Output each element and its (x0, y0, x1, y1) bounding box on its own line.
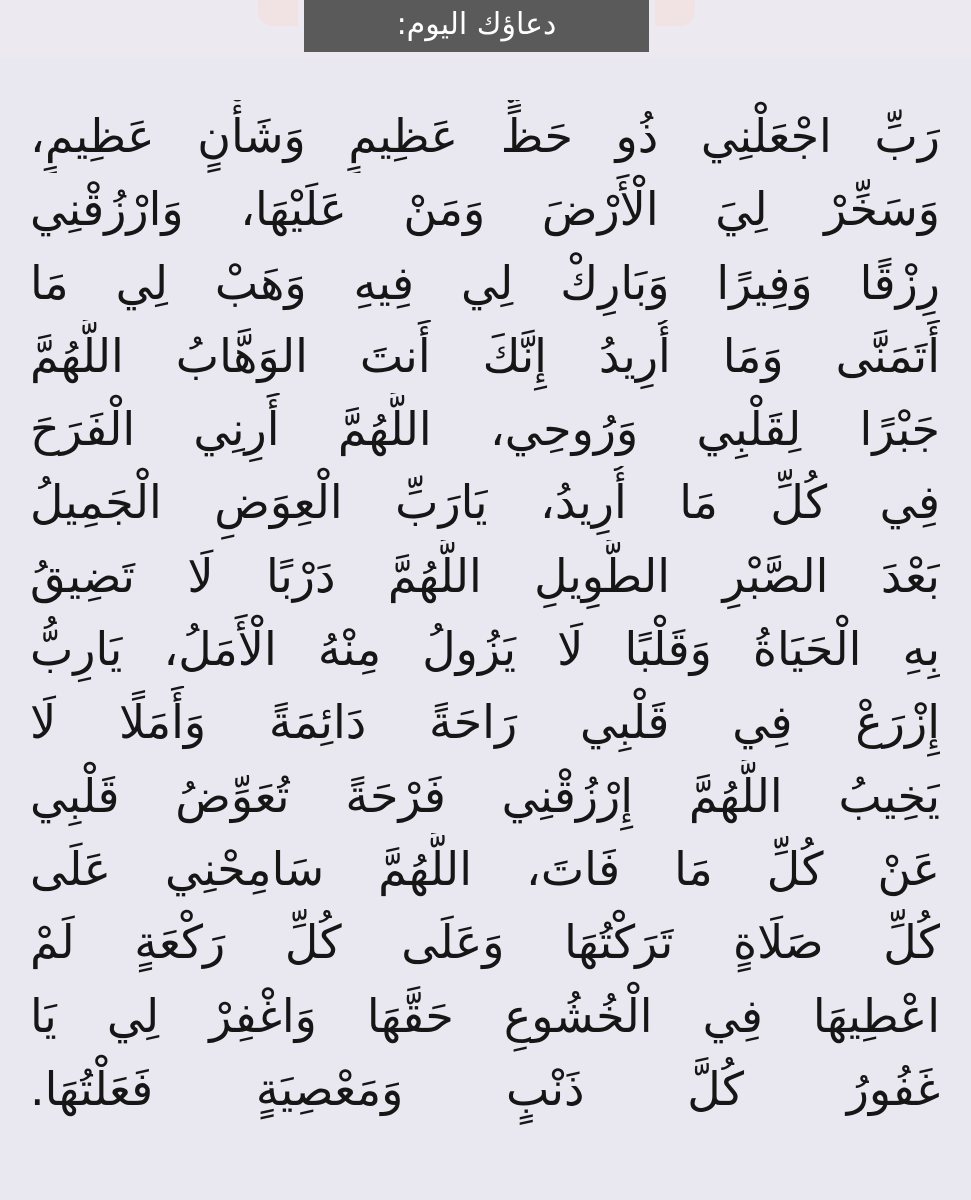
prayer-line: إِزْرَعْ فِي قَلْبِي رَاحَةً دَائِمَةً وَأَمَلًا لَا (30, 695, 940, 750)
prayer-line: جَبْرًا لِقَلْبِي وَرُوحِي، اللَّهُمَّ أَرِنِي الْفَرَحَ (30, 402, 940, 457)
prayer-line: أَتَمَنَّى وَمَا أُرِيدُ إِنَّكَ أَنتَ الوَهَّابُ اللَّهُمَّ (30, 328, 940, 383)
prayer-line: اعْطِيهَا فِي الْخُشُوعِ حَقَّهَا وَاغْفِرْ لِي يَا (30, 988, 940, 1043)
header-frame-left (258, 0, 298, 26)
prayer-line: بَعْدَ الصَّبْرِ الطَّوِيلِ اللَّهُمَّ دَرْبًا لَا تَضِيقُ (30, 548, 940, 603)
title-banner (304, 0, 649, 52)
prayer-text (30, 100, 940, 1126)
prayer-line: بِهِ الْحَيَاةُ وَقَلْبًا لَا يَزُولُ مِنْهُ الْأَمَلُ، يَارِبُّ (30, 622, 940, 677)
prayer-line: وَسَخِّرْ لِيَ الْأَرْضَ وَمَنْ عَلَيْهَا، وَارْزُقْنِي (30, 182, 940, 237)
prayer-line: رِزْقًا وَفِيرًا وَبَارِكْ لِي فِيهِ وَهَبْ لِي مَا (30, 255, 940, 310)
prayer-line: غَفُورُ كُلَّ ذَنْبٍ وَمَعْصِيَةٍ فَعَلْتُهَا. (30, 1061, 940, 1116)
prayer-line: رَبِّ اجْعَلْنِي ذُو حَظٍّ عَظِيمٍ وَشَأْنٍ عَظِيمٍ، (30, 109, 940, 163)
page-title: دعاؤك اليوم: (396, 6, 557, 42)
header-frame-right (655, 0, 695, 26)
prayer-line: فِي كُلِّ مَا أُرِيدُ، يَارَبِّ الْعِوَضِ الْجَمِيلُ (30, 475, 940, 530)
prayer-line: كُلِّ صَلَاةٍ تَرَكْتُهَا وَعَلَى كُلِّ رَكْعَةٍ لَمْ (30, 915, 940, 970)
prayer-line: يَخِيبُ اللَّهُمَّ إِرْزُقْنِي فَرْحَةً تُعَوِّضُ قَلْبِي (30, 768, 940, 823)
prayer-line: عَنْ كُلِّ مَا فَاتَ، اللَّهُمَّ سَامِحْنِي عَلَى (30, 841, 940, 896)
